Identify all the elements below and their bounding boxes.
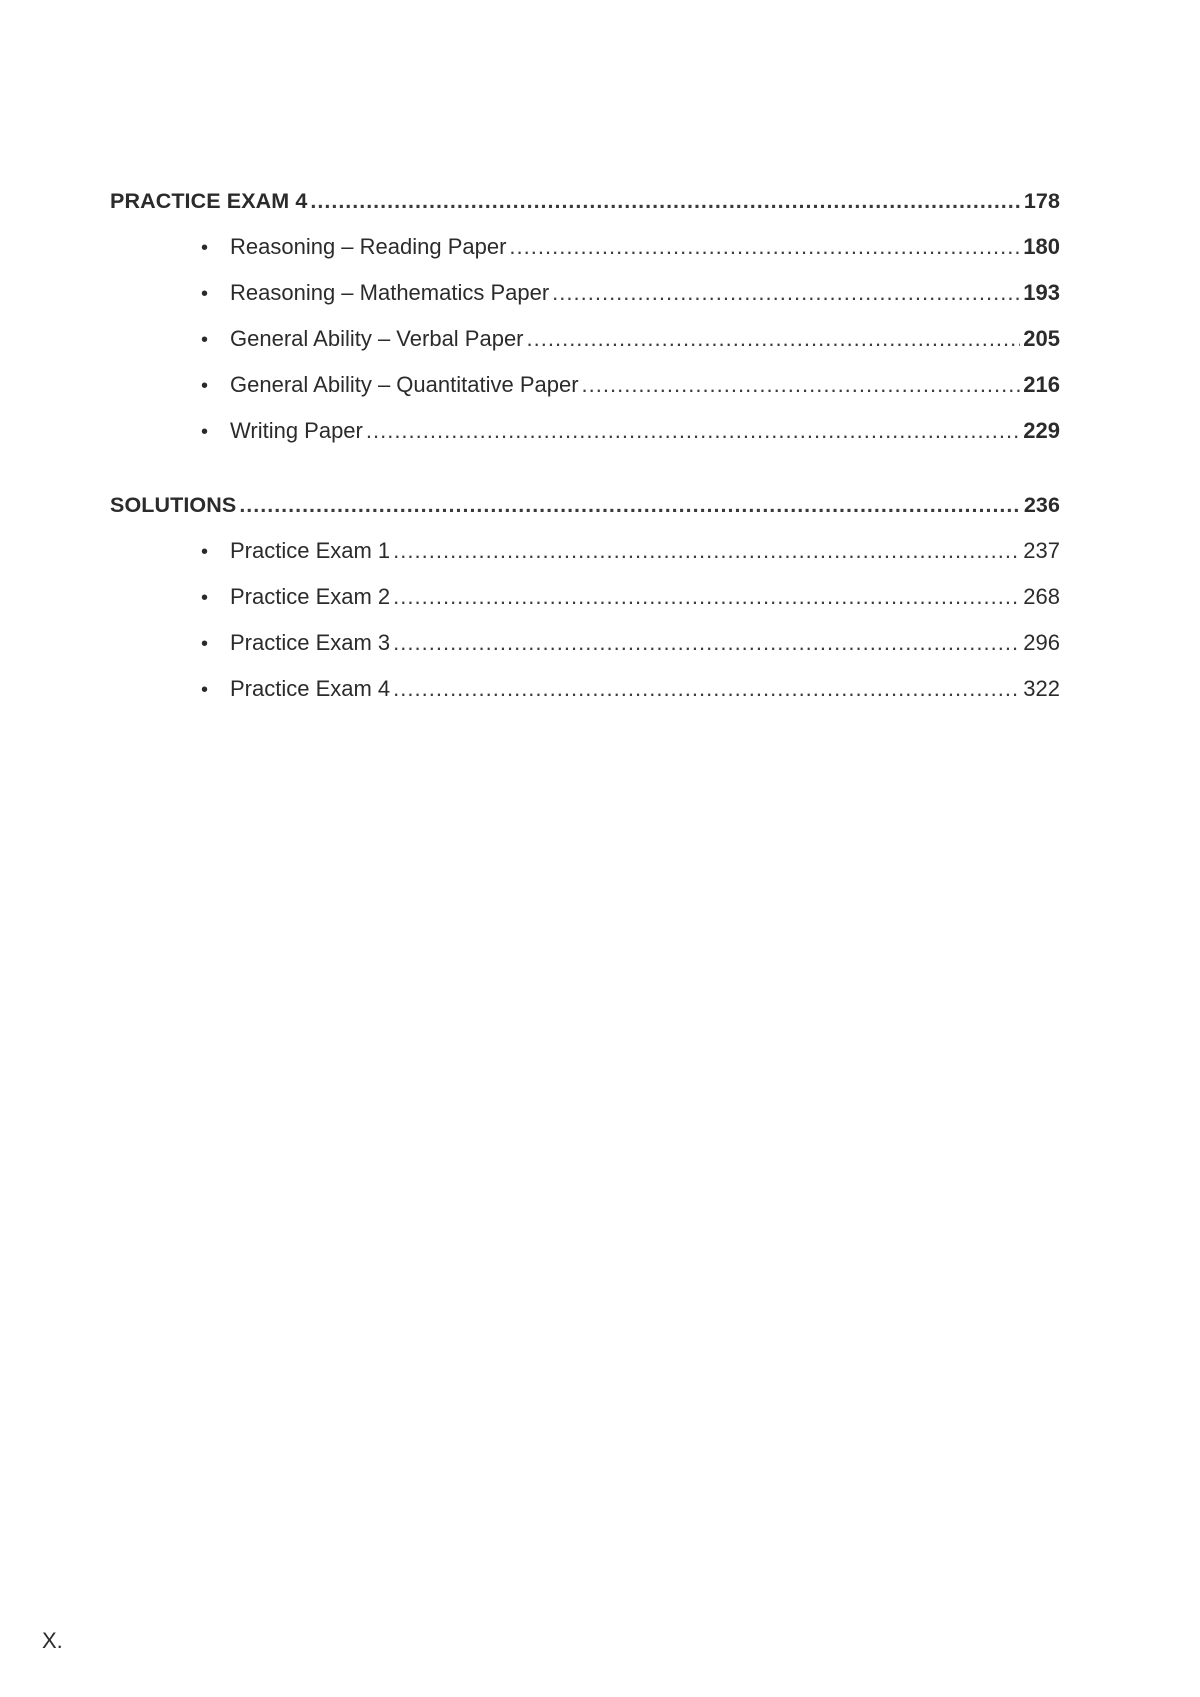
toc-entry[interactable]	[110, 224, 1060, 270]
toc-entry-label: General Ability – Quantitative Paper	[230, 372, 579, 397]
dot-leader	[239, 482, 1021, 528]
toc-entry-label: Reasoning – Mathematics Paper	[230, 280, 550, 305]
bullet-icon: •	[201, 679, 209, 701]
bullet-icon: •	[201, 541, 209, 563]
toc-entry-label: Writing Paper	[230, 418, 363, 443]
dot-leader	[509, 224, 1020, 270]
toc-section-practice-exam-4	[110, 178, 1060, 454]
dot-leader	[393, 574, 1020, 620]
toc-page-number: 180	[1023, 234, 1060, 259]
toc-heading-label: PRACTICE EXAM 4	[110, 189, 308, 213]
toc-entry[interactable]	[110, 528, 1060, 574]
toc-entry[interactable]	[110, 620, 1060, 666]
toc-entry[interactable]	[110, 666, 1060, 712]
toc-page-number: 237	[1023, 538, 1060, 563]
toc-page-number: 296	[1023, 630, 1060, 655]
toc-page-number: 178	[1023, 189, 1060, 213]
toc-entry-label: Practice Exam 4	[230, 676, 391, 701]
toc-page-number: 229	[1023, 418, 1060, 443]
dot-leader	[366, 408, 1020, 454]
bullet-icon: •	[201, 375, 209, 397]
toc-section-solutions	[110, 482, 1060, 712]
page-marker: X.	[42, 1628, 63, 1653]
table-of-contents	[110, 178, 1060, 712]
toc-entry-label: General Ability – Verbal Paper	[230, 326, 524, 351]
toc-heading-row[interactable]	[110, 178, 1060, 224]
bullet-icon: •	[201, 633, 209, 655]
toc-heading-label: SOLUTIONS	[110, 493, 237, 517]
toc-entry[interactable]	[110, 270, 1060, 316]
bullet-icon: •	[201, 587, 209, 609]
toc-entry[interactable]	[110, 408, 1060, 454]
bullet-icon: •	[201, 283, 209, 305]
toc-heading-row[interactable]	[110, 482, 1060, 528]
dot-leader	[310, 178, 1020, 224]
dot-leader	[552, 270, 1020, 316]
bullet-icon: •	[201, 329, 209, 351]
bullet-icon: •	[201, 237, 209, 259]
toc-entry-label: Practice Exam 1	[230, 538, 391, 563]
dot-leader	[393, 666, 1020, 712]
toc-page-number: 268	[1023, 584, 1060, 609]
toc-page-number: 205	[1023, 326, 1060, 351]
toc-page-number: 236	[1023, 493, 1060, 517]
toc-entry-label: Reasoning – Reading Paper	[230, 234, 507, 259]
toc-entry[interactable]	[110, 316, 1060, 362]
toc-page-number: 322	[1023, 676, 1060, 701]
toc-entry-label: Practice Exam 2	[230, 584, 391, 609]
dot-leader	[527, 316, 1021, 362]
toc-page-number: 193	[1023, 280, 1060, 305]
dot-leader	[393, 528, 1020, 574]
toc-entry[interactable]	[110, 362, 1060, 408]
dot-leader	[582, 362, 1021, 408]
dot-leader	[393, 620, 1020, 666]
toc-entry-label: Practice Exam 3	[230, 630, 391, 655]
toc-entry[interactable]	[110, 574, 1060, 620]
bullet-icon: •	[201, 421, 209, 443]
toc-page-number: 216	[1023, 372, 1060, 397]
